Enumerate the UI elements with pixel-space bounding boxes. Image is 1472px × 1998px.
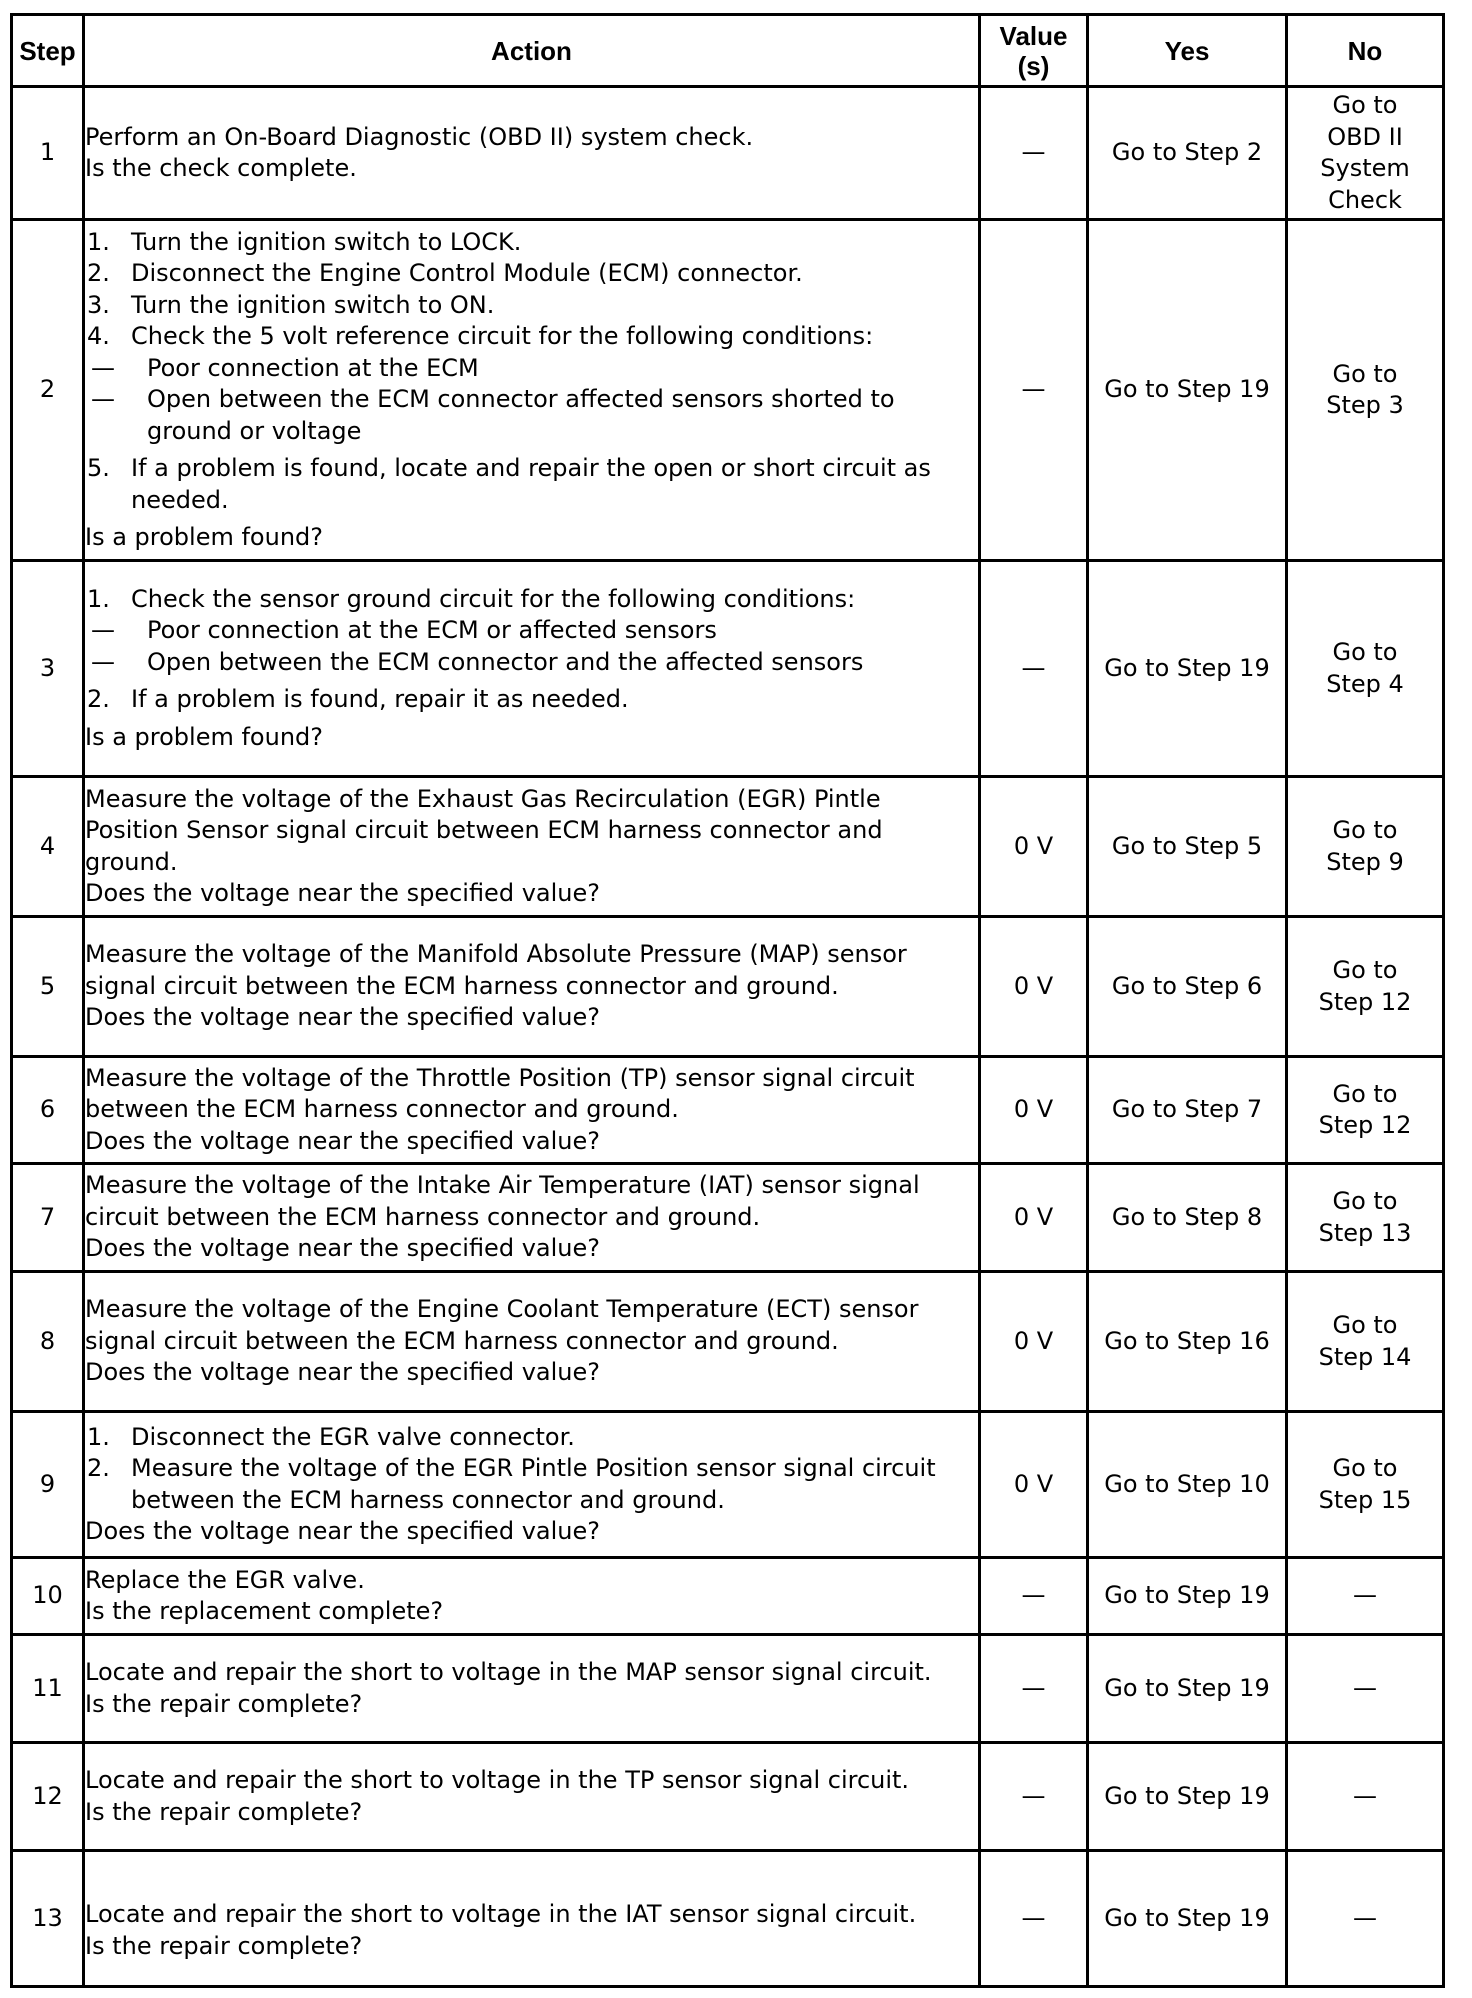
step-cell: 11 (12, 1635, 84, 1743)
no-text: Go to (1332, 1454, 1398, 1482)
no-cell (1287, 87, 1444, 220)
list-item: 2. If a problem is found, repair it as needed. (87, 685, 629, 714)
no-cell (1287, 1743, 1444, 1851)
step-cell: 8 (12, 1272, 84, 1412)
no-cell (1287, 1558, 1444, 1635)
no-cell (1287, 561, 1444, 777)
diagnostic-table (10, 13, 1445, 1988)
value-cell: — (980, 1635, 1088, 1743)
yes-cell: Go to Step 19 (1088, 1743, 1287, 1851)
action-text: Measure the voltage of the Engine Coolant Temperature (ECT) sensor signal circuit between the ECM harness connector and ground. (85, 1295, 919, 1355)
action-text: Replace the EGR valve. (85, 1565, 365, 1594)
action-question: Does the voltage near the specified value? (85, 1358, 600, 1387)
action-question: Is a problem found? (85, 722, 324, 751)
action-question: Does the voltage near the specified value? (85, 1517, 600, 1545)
action-question: Is a problem found? (85, 523, 324, 551)
table-row (12, 917, 1444, 1057)
action-cell (84, 777, 980, 917)
action-question: Does the voltage near the specified value? (85, 879, 600, 907)
no-text: — (1353, 1581, 1377, 1610)
list-item: 1. Turn the ignition switch to LOCK. (87, 227, 522, 256)
list-item: 2. Measure the voltage of the EGR Pintle Position sensor signal circuit between the ECM harness connector and ground. (87, 1454, 936, 1514)
no-cell (1287, 1851, 1444, 1987)
no-cell (1287, 1412, 1444, 1558)
header-row (12, 15, 1444, 87)
no-text: Step 4 (1326, 669, 1404, 698)
list-item: 1. Check the sensor ground circuit for the following conditions: (87, 584, 856, 613)
no-text: Go to (1332, 638, 1398, 666)
no-text: Go to (1332, 1311, 1398, 1339)
no-text: System (1320, 154, 1410, 182)
action-cell (84, 1272, 980, 1412)
step-cell: 3 (12, 561, 84, 777)
step-cell: 5 (12, 917, 84, 1057)
no-text: — (1353, 1673, 1377, 1702)
no-text: Step 15 (1318, 1485, 1412, 1514)
no-cell (1287, 220, 1444, 561)
step-cell: 4 (12, 777, 84, 917)
sub-list-item: — Open between the ECM connector and the affected sensors (91, 647, 864, 676)
sub-list-item: — Open between the ECM connector affected sensors shorted to ground or voltage (91, 385, 895, 445)
action-question: Is the check complete. (85, 154, 357, 182)
no-text: — (1353, 1781, 1377, 1810)
table-row (12, 1057, 1444, 1164)
step-cell: 7 (12, 1164, 84, 1272)
action-text: Locate and repair the short to voltage in the IAT sensor signal circuit. (85, 1900, 917, 1928)
step-cell: 9 (12, 1412, 84, 1558)
no-text: Go to (1332, 956, 1398, 984)
yes-cell: Go to Step 19 (1088, 1635, 1287, 1743)
list-item: 1. Disconnect the EGR valve connector. (87, 1422, 575, 1451)
list-item: 4. Check the 5 volt reference circuit for the following conditions: (87, 322, 874, 350)
no-text: — (1353, 1903, 1377, 1932)
value-cell: — (980, 87, 1088, 220)
value-cell: 0 V (980, 1412, 1088, 1558)
action-text: Measure the voltage of the Manifold Absolute Pressure (MAP) sensor signal circuit between the ECM harness connector and ground. (85, 940, 907, 1000)
action-question: Does the voltage near the specified value? (85, 1126, 600, 1155)
table-row (12, 1272, 1444, 1412)
action-text: Measure the voltage of the Throttle Position (TP) sensor signal circuit between the ECM harness connector and ground. (85, 1063, 915, 1124)
no-text: Step 12 (1318, 1111, 1412, 1139)
list-item: 3. Turn the ignition switch to ON. (87, 290, 495, 319)
step-cell: 2 (12, 220, 84, 561)
table-row (12, 1558, 1444, 1635)
table-row (12, 1164, 1444, 1272)
yes-cell: Go to Step 19 (1088, 220, 1287, 561)
sub-list-item: — Poor connection at the ECM or affected sensors (91, 616, 717, 645)
action-text: Perform an On-Board Diagnostic (OBD II) system check. (85, 122, 754, 151)
action-cell (84, 87, 980, 220)
action-cell (84, 1635, 980, 1743)
table-row (12, 1743, 1444, 1851)
no-cell (1287, 1164, 1444, 1272)
table-row (12, 220, 1444, 561)
yes-cell: Go to Step 19 (1088, 561, 1287, 777)
action-cell (84, 1743, 980, 1851)
action-cell (84, 1412, 980, 1558)
no-text: Go to (1332, 1187, 1398, 1215)
no-text: Go to (1332, 359, 1398, 388)
no-cell (1287, 1272, 1444, 1412)
action-cell (84, 1057, 980, 1164)
no-text: OBD II (1327, 122, 1403, 151)
no-cell (1287, 1635, 1444, 1743)
value-cell: 0 V (980, 1272, 1088, 1412)
no-text: Go to (1332, 1079, 1398, 1108)
no-cell (1287, 777, 1444, 917)
no-text: Step 9 (1326, 847, 1404, 876)
action-cell (84, 220, 980, 561)
value-cell: 0 V (980, 1057, 1088, 1164)
header-no: No (1287, 15, 1444, 87)
no-text: Step 13 (1318, 1218, 1412, 1247)
table-row (12, 1412, 1444, 1558)
no-cell (1287, 1057, 1444, 1164)
no-text: Check (1328, 185, 1402, 214)
action-cell (84, 1164, 980, 1272)
value-cell: 0 V (980, 1164, 1088, 1272)
yes-cell: Go to Step 19 (1088, 1851, 1287, 1987)
no-text: Step 3 (1326, 391, 1404, 419)
table-row (12, 87, 1444, 220)
action-text: Measure the voltage of the Exhaust Gas Recirculation (EGR) Pintle Position Sensor signal circuit between ECM harness connector and ground. (85, 784, 883, 876)
step-cell: 1 (12, 87, 84, 220)
header-value: Value (s) (980, 15, 1088, 87)
action-cell (84, 1851, 980, 1987)
action-text: Measure the voltage of the Intake Air Temperature (IAT) sensor signal circuit between the ECM harness connector and ground. (85, 1171, 920, 1231)
step-cell: 10 (12, 1558, 84, 1635)
no-text: Step 12 (1318, 987, 1412, 1016)
yes-cell: Go to Step 7 (1088, 1057, 1287, 1164)
action-question: Is the repair complete? (85, 1689, 363, 1718)
no-text: Go to (1332, 91, 1398, 119)
value-cell: — (980, 220, 1088, 561)
no-cell (1287, 917, 1444, 1057)
action-cell (84, 1558, 980, 1635)
yes-cell: Go to Step 19 (1088, 1558, 1287, 1635)
header-step: Step (12, 15, 84, 87)
action-cell (84, 561, 980, 777)
action-question: Does the voltage near the specified value? (85, 1234, 600, 1263)
yes-cell: Go to Step 5 (1088, 777, 1287, 917)
yes-cell: Go to Step 2 (1088, 87, 1287, 220)
action-text: Locate and repair the short to voltage in the MAP sensor signal circuit. (85, 1658, 932, 1686)
value-cell: — (980, 561, 1088, 777)
yes-cell: Go to Step 16 (1088, 1272, 1287, 1412)
yes-cell: Go to Step 8 (1088, 1164, 1287, 1272)
header-yes: Yes (1088, 15, 1287, 87)
table-row (12, 1635, 1444, 1743)
table-row (12, 1851, 1444, 1987)
value-cell: — (980, 1851, 1088, 1987)
table-row (12, 777, 1444, 917)
step-cell: 12 (12, 1743, 84, 1851)
step-cell: 13 (12, 1851, 84, 1987)
value-cell: — (980, 1558, 1088, 1635)
table-row (12, 561, 1444, 777)
action-question: Does the voltage near the specified value? (85, 1003, 600, 1032)
action-question: Is the repair complete? (85, 1797, 363, 1826)
no-text: Step 14 (1318, 1342, 1412, 1371)
yes-cell: Go to Step 10 (1088, 1412, 1287, 1558)
yes-cell: Go to Step 6 (1088, 917, 1287, 1057)
value-cell: 0 V (980, 917, 1088, 1057)
step-cell: 6 (12, 1057, 84, 1164)
value-cell: 0 V (980, 777, 1088, 917)
action-text: Locate and repair the short to voltage in the TP sensor signal circuit. (85, 1766, 910, 1794)
list-item: 2. Disconnect the Engine Control Module (ECM) connector. (87, 259, 803, 287)
list-item: 5. If a problem is found, locate and repair the open or short circuit as needed. (87, 454, 931, 514)
action-cell (84, 917, 980, 1057)
header-action: Action (84, 15, 980, 87)
action-question: Is the repair complete? (85, 1931, 363, 1960)
no-text: Go to (1332, 816, 1398, 844)
action-question: Is the replacement complete? (85, 1597, 444, 1625)
sub-list-item: — Poor connection at the ECM (91, 353, 479, 382)
value-cell: — (980, 1743, 1088, 1851)
